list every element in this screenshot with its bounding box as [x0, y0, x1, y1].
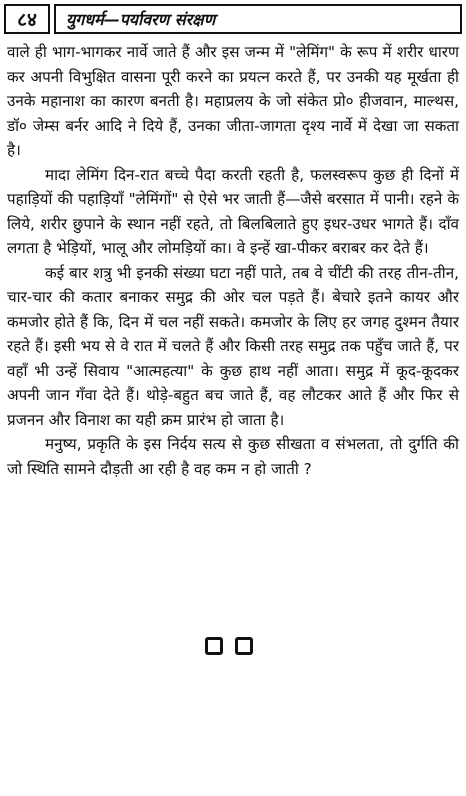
square-ornament-icon	[205, 637, 223, 655]
page-number: ८४	[4, 4, 50, 34]
body-text	[7, 40, 459, 481]
end-of-section-marks	[205, 637, 253, 655]
page-header	[4, 4, 462, 34]
paragraph-2: मादा लेमिंग दिन-रात बच्चे पैदा करती रहती है, फलस्वरूप कुछ ही दिनों में पहाड़ियों की पहाड़ियाँ "लेमिंगों" से ऐसे भर जाती हैं—जैसे बरसात में पानी। रहने के लिये, शरीर छुपाने के स्थान नहीं रहते, तो बिलबिलाते हुए इधर-उधर भागते हैं। दाँव लगता है भेड़ियों, भालू और लोमड़ियों का। वे इन्हें खा-पीकर बराबर कर देते हैं।	[7, 165, 460, 257]
running-title: युगधर्म—पर्यावरण संरक्षण	[54, 4, 462, 34]
paragraph-4: मनुष्य, प्रकृति के इस निर्दय सत्य से कुछ सीखता व संभलता, तो दुर्गति की जो स्थिति सामने दौड़ती आ रही है वह कम न हो जाती ?	[7, 435, 459, 478]
paragraph-3: कई बार शत्रु भी इनकी संख्या घटा नहीं पाते, तब वे चींटी की तरह तीन-तीन, चार-चार की कतार बनाकर समुद्र की ओर चल पड़ते हैं। बेचारे इतने कायर और कमजोर होते हैं कि, दिन में चल नहीं सकते। कमजोर के लिए हर जगह दुश्मन तैयार रहते हैं। इसी भय से वे रात में चलते हैं और किसी तरह समुद्र तक पहुँच जाते हैं, पर वहाँ भी उन्हें सिवाय "आत्महत्या" के कुछ हाथ नहीं आता। समुद्र में कूद-कूदकर अपनी जान गँवा देते हैं। थोड़े-बहुत बच जाते हैं, वह लौटकर आते हैं और फिर से प्रजनन और विनाश का यही क्रम प्रारंभ हो जाता है।	[7, 263, 459, 429]
paragraph-1: वाले ही भाग-भागकर नार्वे जाते हैं और इस जन्म में "लेमिंग" के रूप में शरीर धारण कर अपनी विभुक्षित वासना पूरी करने का प्रयत्न करते हैं, पर उनकी यह मूर्खता ही उनके महानाश का कारण बनती है। महाप्रलय के जो संकेत प्रो० हीजवान, माल्थस, डॉ० जेम्स बर्नर आदि ने दिये हैं, उनका जीता-जागता दृश्य नार्वे में देखा जा सकता है।	[7, 43, 459, 159]
square-ornament-icon	[235, 637, 253, 655]
